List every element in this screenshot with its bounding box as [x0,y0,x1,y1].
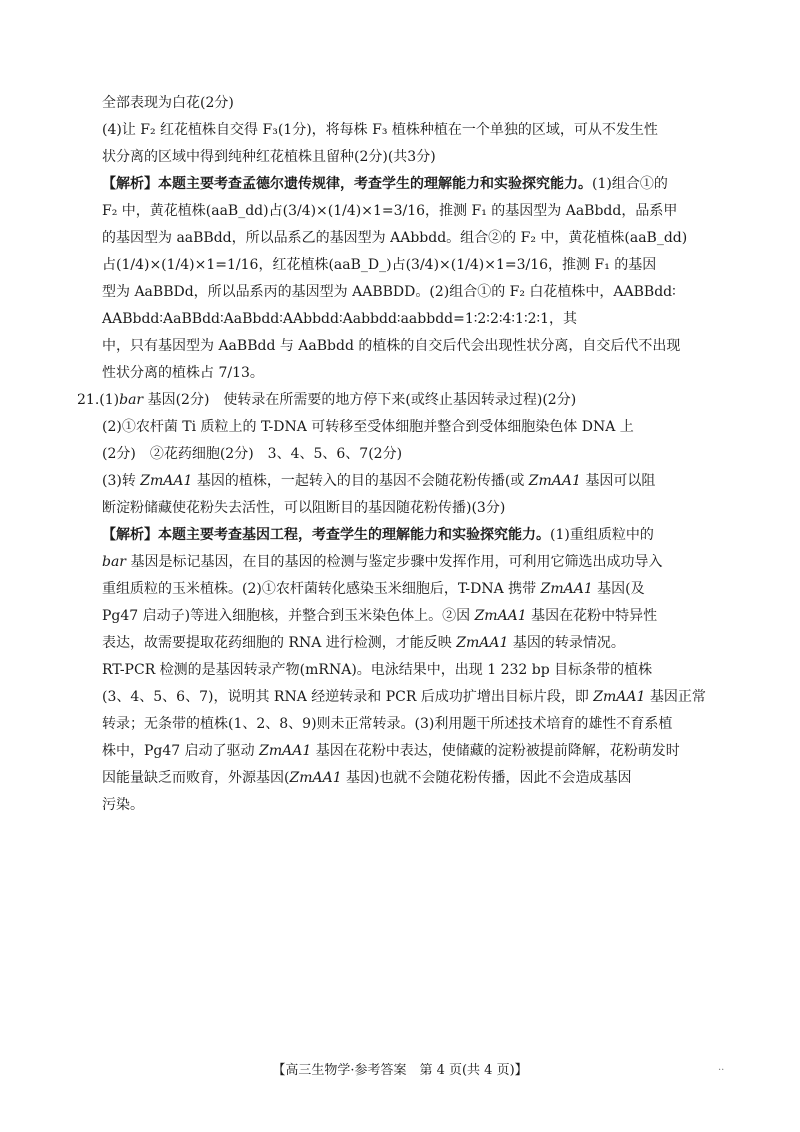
q21-analysis-text: 基因在花粉中特异性 [526,608,658,624]
q21-analysis-line-11: 污染。 [102,797,144,813]
q21-part1-text: 基因(2分) 使转录在所需要的地方停下来(或终止基因转录过程)(2分) [143,392,577,408]
q21-analysis-text: 重组质粒的玉米植株。(2)①农杆菌转化感染玉米细胞后，T-DNA 携带 [102,581,541,597]
q20-analysis-line-6: AABbdd∶AaBBdd∶AaBbdd∶AAbbdd∶Aabbdd∶aabbdd=1∶2∶2∶4∶1∶2∶1，其 [102,311,578,327]
gene-zmaa1: ZmAA1 [289,770,342,786]
q20-analysis-line-5: 型为 AaBBDd，所以品系丙的基因型为 AABBDD。(2)组合①的 F₂ 白花植株中，AABBdd∶ [102,284,676,300]
gene-bar: bar [102,554,127,570]
q21-analysis-line-1 [102,522,712,549]
q21-part3-line-1 [102,468,712,495]
q21-analysis-line-8: 转录；无条带的植株(1、2、8、9)则未正常转录。(3)利用题干所述技术培育的雄性不育系植 [102,716,673,732]
q21-analysis-line-10 [102,765,712,792]
question-number: 21. [77,392,100,408]
page-footer: 【高三生物学·参考答案 第 4 页(共 4 页)】 [272,1063,528,1078]
q21-part3-text-end: 基因可以阻 [580,473,656,489]
q21-analysis-heading: 【解析】本题主要考查基因工程，考查学生的理解能力和实验探究能力。 [102,527,550,543]
q20-part4-text: (4)让 F₂ 红花植株自交得 F₃(1分)，将每株 F₃ 植株种植在一个单独的区域，可从不发生性 [102,122,658,138]
q20-analysis-line-1 [102,171,712,198]
q21-part3-prefix: (3)转 [102,473,141,489]
q20-analysis-line-3: 的基因型为 aaBBdd，所以品系乙的基因型为 AAbbdd。组合②的 F₂ 中，黄花植株(aaB_dd) [102,230,688,246]
q21-analysis-line-5 [102,630,712,657]
q20-analysis-line-8: 性状分离的植株占 7/13。 [102,365,264,381]
gene-zmaa1: ZmAA1 [474,608,527,624]
q20-analysis-text: (1)组合①的 [592,176,668,192]
q21-analysis-line-9 [102,738,712,765]
q20-answer-line: 全部表现为白花(2分) [102,95,234,111]
gene-bar: bar [119,392,144,408]
corner-mark: .. [718,1062,725,1073]
q21-analysis-text: 基因是标记基因，在目的基因的检测与鉴定步骤中发挥作用，可利用它筛选出成功导入 [126,554,663,570]
q21-analysis-text: (3、4、5、6、7)，说明其 RNA 经逆转录和 PCR 后成功扩增出目标片段，即 [102,689,594,705]
q21-part3-line-2: 断淀粉储藏使花粉失去活性，可以阻断目的基因随花粉传播)(3分) [102,500,506,516]
q20-part4-line-2: 状分离的区域中得到纯种红花植株且留种(2分)(共3分) [102,149,436,165]
q21-analysis-text: 基因的转录情况。 [508,635,625,651]
q21-part1-line [77,387,712,414]
q20-analysis-line-7: 中，只有基因型为 AaBBdd 与 AaBbdd 的植株的自交后代会出现性状分离，自交后代不出现 [102,338,681,354]
gene-zmaa1: ZmAA1 [456,635,509,651]
q21-analysis-text: 基因(及 [592,581,645,597]
q21-analysis-text: 因能量缺乏而败育，外源基因( [102,770,290,786]
q21-analysis-line-4 [102,603,712,630]
q21-analysis-text: 基因正常 [645,689,706,705]
q21-analysis-text: 株中，Pg47 启动了驱动 [102,743,260,759]
q21-analysis-text: (1)重组质粒中的 [550,527,654,543]
q21-analysis-line-3 [102,576,712,603]
q20-part4-line [102,117,712,144]
gene-zmaa1: ZmAA1 [528,473,581,489]
gene-zmaa1: ZmAA1 [259,743,312,759]
q21-analysis-text: 基因)也就不会随花粉传播，因此不会造成基因 [341,770,632,786]
q21-analysis-line-7 [102,684,712,711]
gene-zmaa1: ZmAA1 [540,581,593,597]
gene-zmaa1: ZmAA1 [593,689,646,705]
q21-analysis-line-2 [102,549,712,576]
q21-part2-line-2: (2分) ②花药细胞(2分) 3、4、5、6、7(2分) [102,446,403,462]
q21-analysis-text: 表达，故需要提取花药细胞的 RNA 进行检测，才能反映 [102,635,457,651]
q21-part1-prefix: (1) [99,392,120,408]
answer-content [77,90,712,819]
q21-analysis-text: Pg47 启动子)等进入细胞核，并整合到玉米染色体上。②因 [102,608,475,624]
q20-analysis-heading: 【解析】本题主要考查孟德尔遗传规律，考查学生的理解能力和实验探究能力。 [102,176,592,192]
q20-analysis-line-4: 占(1/4)×(1/4)×1=1/16，红花植株(aaB_D_)占(3/4)×(1/4)×1=3/16，推测 F₁ 的基因 [102,257,657,273]
q21-part3-text: 基因的植株，一起转入的目的基因不会随花粉传播(或 [192,473,529,489]
q20-analysis-line-2: F₂ 中，黄花植株(aaB_dd)占(3/4)×(1/4)×1=3/16，推测 F₁ 的基因型为 AaBbdd，品系甲 [102,203,678,219]
gene-zmaa1: ZmAA1 [140,473,193,489]
q21-analysis-line-6: RT-PCR 检测的是基因转录产物(mRNA)。电泳结果中，出现 1 232 bp 目标条带的植株 [102,662,653,678]
q21-analysis-text: 基因在花粉中表达，使储藏的淀粉被提前降解，花粉萌发时 [311,743,680,759]
q21-part2-line-1: (2)①农杆菌 Ti 质粒上的 T-DNA 可转移至受体细胞并整合到受体细胞染色体 DNA 上 [102,419,634,435]
